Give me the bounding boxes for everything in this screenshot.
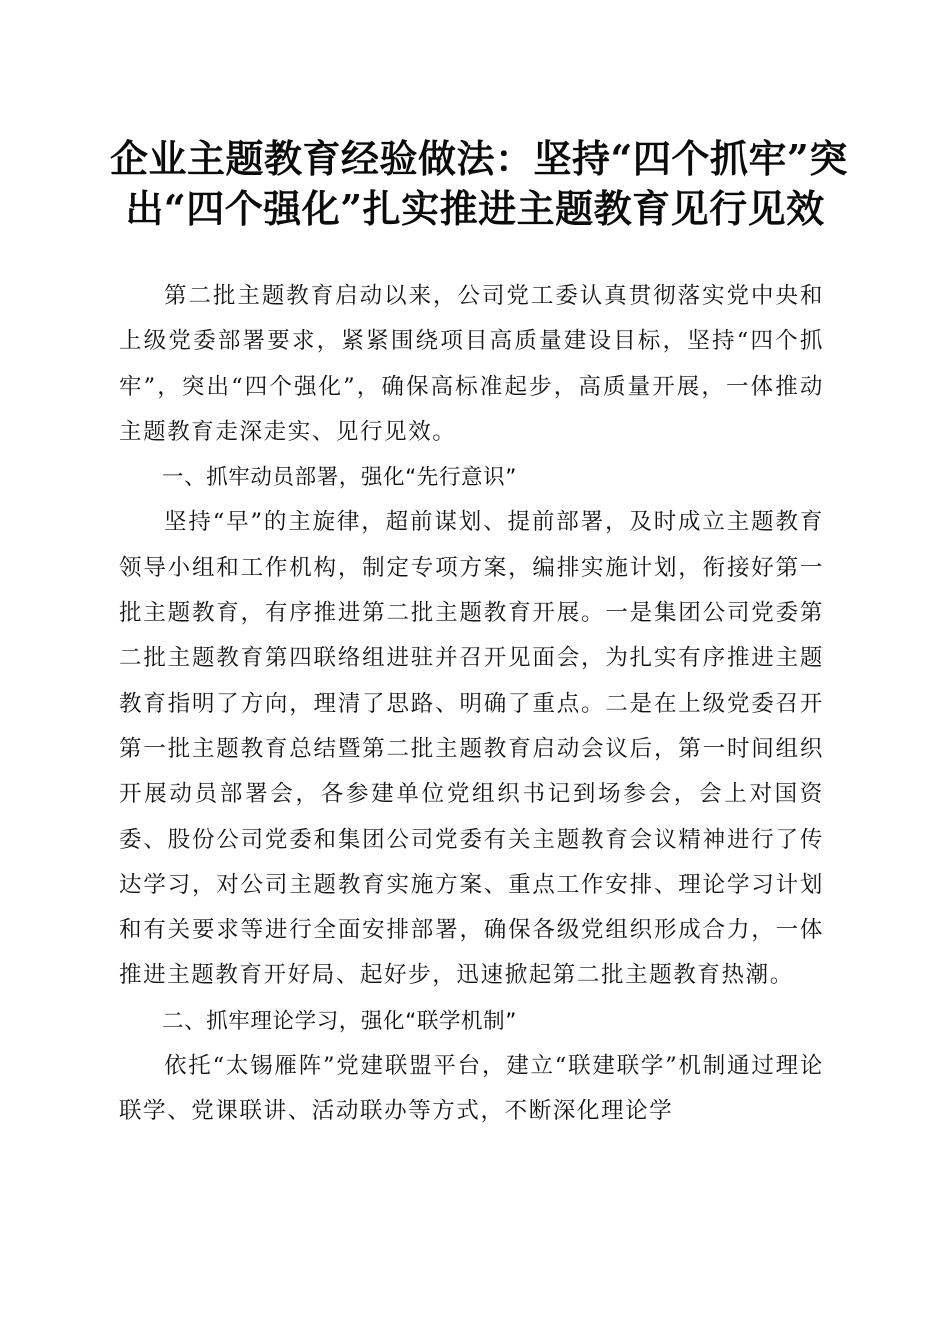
section-1-heading: 一、抓牢动员部署，强化“先行意识” xyxy=(162,465,517,491)
document-body xyxy=(119,274,824,1135)
document-title xyxy=(110,134,848,234)
title-line-1: 企业主题教育经验做法：坚持“四个抓牢”突 xyxy=(110,136,848,181)
section-1-paragraph: 坚持“早”的主旋律，超前谋划、提前部署，及时成立主题教育领导小组和工作机构，制定专项方案，编排实施计划，衔接好第一批主题教育，有序推进第二批主题教育开展。一是集团公司党委第二批主题教育第四联络组进驻并召开见面会，为扎实有序推进主题教育指明了方向，理清了思路、明确了重点。二是在上级党委召开第一批主题教育总结暨第二批主题教育启动会议后，第一时间组织开展动员部署会，各参建单位党组织书记到场参会，会上对国资委、股份公司党委和集团公司党委有关主题教育会议精神进行了传达学习，对公司主题教育实施方案、重点工作安排、理论学习计划和有关要求等进行全面安排部署，确保各级党组织形成合力，一体推进主题教育开好局、起好步，迅速掀起第二批主题教育热潮。 xyxy=(119,509,824,989)
intro-paragraph: 第二批主题教育启动以来，公司党工委认真贯彻落实党中央和上级党委部署要求，紧紧围绕项目高质量建设目标，坚持“四个抓牢”，突出“四个强化”，确保高标准起步，高质量开展，一体推动主题教育走深走实、见行见效。 xyxy=(119,283,824,445)
title-line-2: 出“四个强化”扎实推进主题教育见行见效 xyxy=(125,186,825,231)
section-2-paragraph: 依托“太锡雁阵”党建联盟平台，建立“联建联学”机制通过理论联学、党课联讲、活动联办等方式，不断深化理论学 xyxy=(119,1053,824,1125)
section-2-heading: 二、抓牢理论学习，强化“联学机制” xyxy=(162,1008,517,1034)
